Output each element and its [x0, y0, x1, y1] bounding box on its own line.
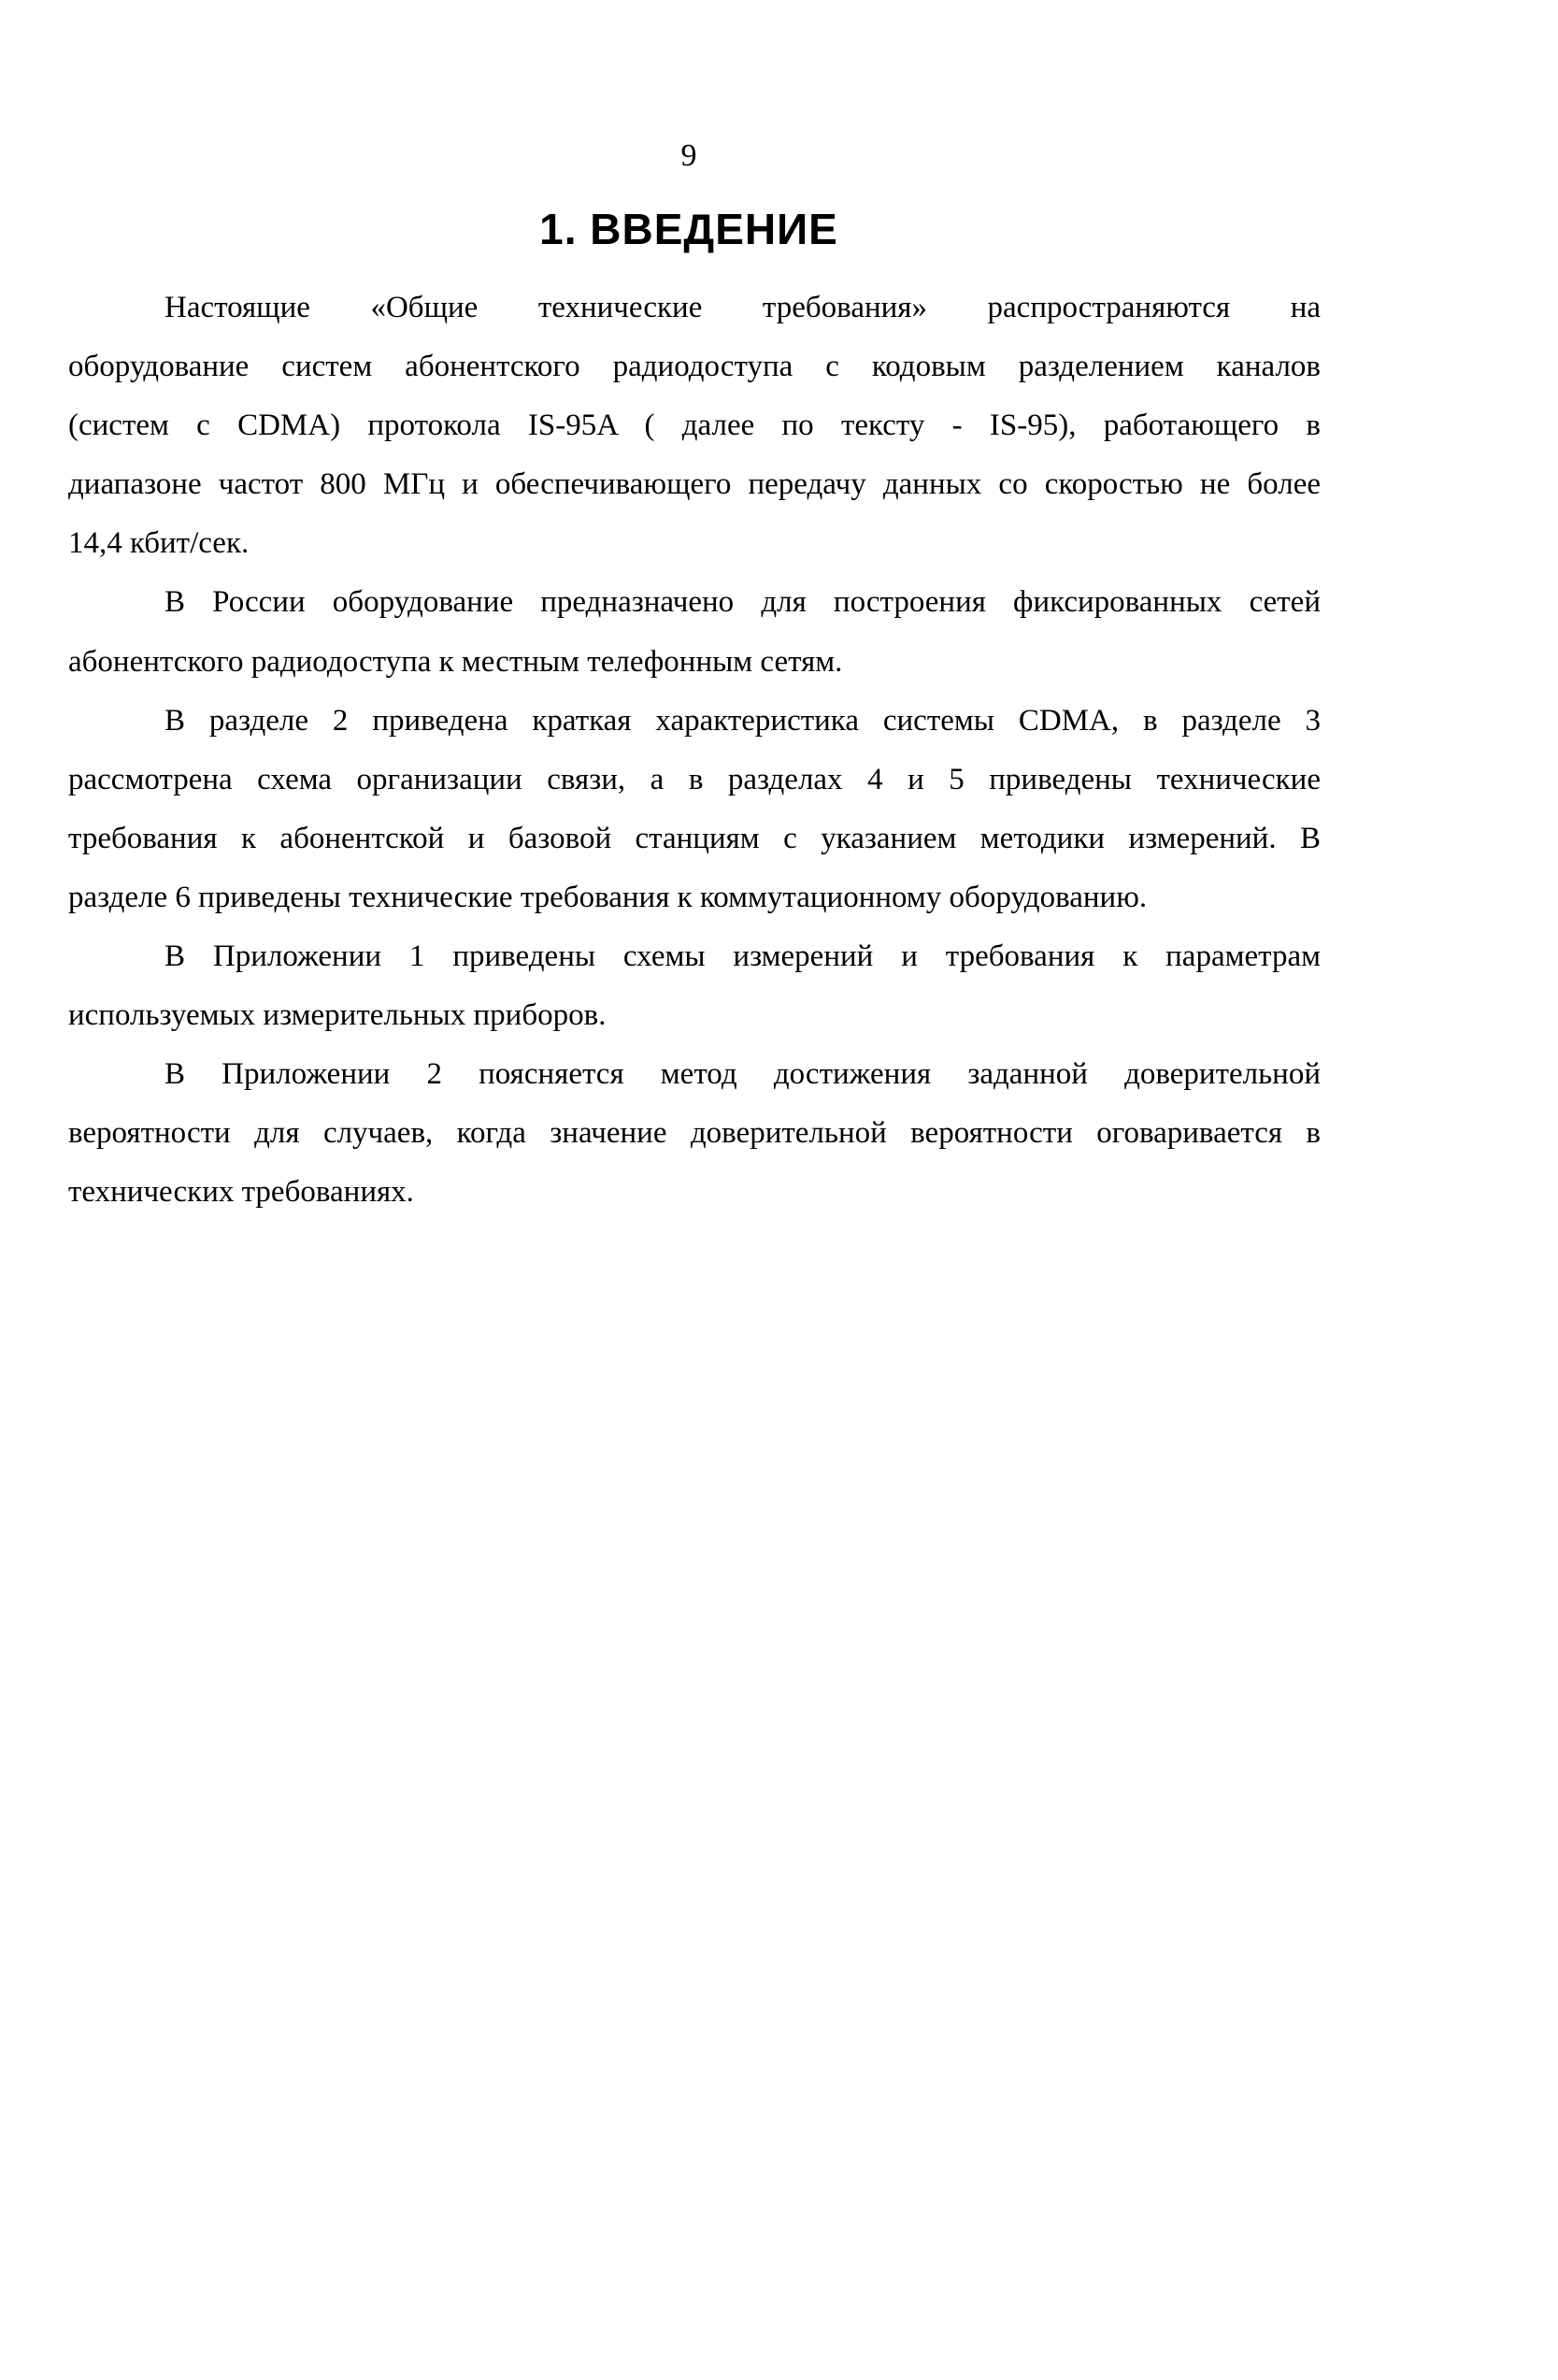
text-line: диапазоне частот 800 МГц и обеспечивающего передачу данных со скоростью не более	[68, 467, 1321, 502]
text-line: В разделе 2 приведена краткая характеристика системы CDMA, в разделе 3	[164, 703, 1321, 738]
text-line: Настоящие «Общие технические требования» распространяются на	[164, 291, 1321, 324]
text-line: (систем с CDMA) протокола IS-95A ( далее по тексту - IS-95), работающего в	[68, 409, 1321, 443]
text-line: В Приложении 2 поясняется метод достижения заданной доверительной	[164, 1057, 1321, 1092]
text-line: 14,4 кбит/сек.	[68, 526, 250, 561]
paragraph	[68, 692, 1321, 927]
body-text	[68, 279, 1321, 1223]
text-line: разделе 6 приведены технические требования к коммутационному оборудованию.	[68, 880, 1148, 914]
text-line: технических требованиях.	[68, 1175, 414, 1210]
paragraph	[68, 927, 1321, 1045]
text-line: используемых измерительных приборов.	[68, 998, 607, 1033]
text-line: вероятности для случаев, когда значение доверительной вероятности оговаривается в	[68, 1116, 1321, 1151]
text-line: рассмотрена схема организации связи, а в разделах 4 и 5 приведены технические	[68, 762, 1321, 796]
paragraph	[68, 573, 1321, 691]
text-line: В России оборудование предназначено для построения фиксированных сетей	[164, 585, 1321, 620]
paragraph	[68, 1045, 1321, 1222]
text-line: оборудование систем абонентского радиодоступа с кодовым разделением каналов	[68, 350, 1321, 384]
paragraph	[68, 279, 1321, 573]
text-line: абонентского радиодоступа к местным телефонным сетям.	[68, 644, 843, 679]
page-number: 9	[680, 138, 697, 173]
text-line: требования к абонентской и базовой станциям с указанием методики измерений. В	[68, 821, 1321, 855]
section-heading: 1. ВВЕДЕНИЕ	[539, 205, 838, 253]
text-line: В Приложении 1 приведены схемы измерений и требования к параметрам	[164, 939, 1321, 974]
